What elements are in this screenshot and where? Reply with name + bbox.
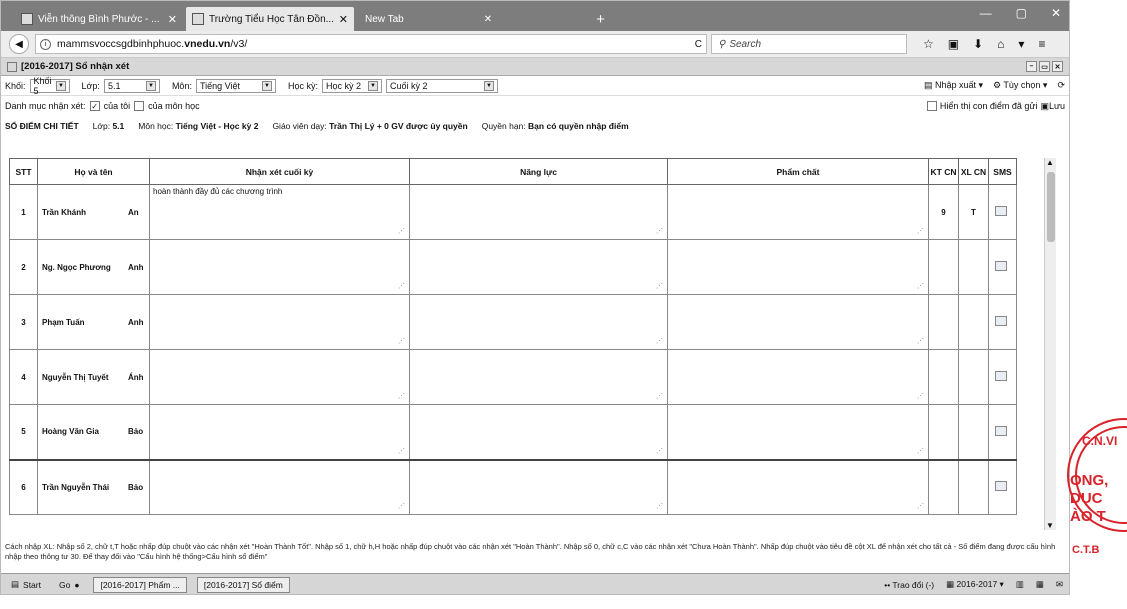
stamp-text: ÀO T — [1070, 508, 1106, 525]
teacher-info — [272, 121, 467, 131]
mon-label: Môn: — [171, 80, 192, 91]
sms-icon[interactable] — [995, 481, 1007, 491]
year-select[interactable] — [946, 579, 1004, 590]
mon-select[interactable] — [196, 79, 276, 93]
pocket-icon[interactable]: ▾ — [1018, 37, 1025, 51]
nhan-xet-cell[interactable]: hoàn thành đầy đủ các chương trình ⋰ — [150, 185, 410, 240]
row-stt: 6 — [10, 460, 38, 515]
subject-label: của môn học — [148, 101, 200, 111]
row-first-name: Ánh — [128, 372, 144, 382]
comment-list-label: Danh mục nhận xét: — [5, 101, 86, 111]
minimize-icon[interactable]: — — [979, 6, 992, 20]
app-window-titlebar — [1, 58, 1069, 76]
filter-bar — [1, 76, 1069, 96]
year-label: 2016-2017 ▾ — [956, 579, 1004, 589]
tab-label: Viễn thông Bình Phước - ... — [38, 13, 160, 25]
hocky-value: Học kỳ 2 — [325, 80, 361, 91]
browser-tab-new[interactable] — [357, 7, 500, 31]
taskbar-window-so-diem[interactable]: [2016-2017] Sổ điểm — [197, 577, 290, 593]
menu-icon[interactable]: ≡ — [1038, 37, 1046, 51]
row-first-name: An — [128, 207, 139, 217]
url-domain: vnedu.vn — [184, 38, 231, 50]
row-name — [38, 350, 150, 405]
toolbar-right — [924, 80, 1065, 91]
reading-list-icon[interactable]: ▣ — [947, 37, 960, 51]
kt-cn-cell[interactable] — [929, 405, 959, 460]
scroll-up-icon[interactable]: ▲ — [1046, 158, 1054, 167]
pham-chat-cell[interactable] — [668, 295, 929, 350]
teacher-label: Giáo viên dạy: — [272, 121, 327, 131]
nang-luc-cell[interactable] — [410, 405, 668, 460]
nang-luc-cell[interactable] — [410, 295, 668, 350]
tab-label: Trường Tiểu Học Tân Đồn... — [209, 13, 334, 25]
scrollbar-thumb[interactable] — [1047, 172, 1055, 242]
sms-cell — [989, 350, 1017, 405]
sms-cell — [989, 460, 1017, 515]
save-label: Lưu — [1048, 100, 1065, 111]
xl-cn-cell[interactable] — [959, 295, 989, 350]
import-export-icon: ▤ — [923, 80, 935, 90]
row-first-name: Anh — [128, 262, 144, 272]
xl-cn-cell[interactable] — [959, 405, 989, 460]
show-sent-checkbox[interactable] — [927, 101, 937, 111]
back-arrow-icon[interactable]: ◀ — [9, 34, 29, 54]
search-input[interactable] — [711, 34, 907, 54]
nhan-xet-cell[interactable] — [150, 295, 410, 350]
class-value: 5.1 — [112, 121, 125, 131]
history-label: Trao đổi (-) — [892, 579, 935, 590]
chevron-down-icon: ▼ — [484, 81, 494, 91]
lop-select[interactable] — [104, 79, 160, 93]
xl-cn-cell[interactable] — [959, 460, 989, 515]
maximize-icon[interactable]: ▢ — [1015, 6, 1027, 20]
home-icon[interactable]: ⌂ — [997, 37, 1005, 51]
start-label: Start — [23, 579, 41, 590]
nhan-xet-cell[interactable] — [150, 350, 410, 405]
kt-cn-cell[interactable] — [929, 460, 959, 515]
search-icon: ⚲ — [718, 38, 726, 50]
col-header-stt: STT — [10, 159, 38, 185]
nhan-xet-cell[interactable] — [150, 405, 410, 460]
row-stt: 1 — [10, 185, 38, 240]
options-label: Tùy chọn ▾ — [1003, 80, 1048, 90]
row-name — [38, 460, 150, 515]
go-button[interactable] — [55, 577, 83, 593]
gradebook-table — [9, 158, 1017, 515]
pham-chat-cell[interactable] — [668, 185, 929, 240]
nang-luc-cell[interactable] — [410, 240, 668, 295]
window-controls — [980, 6, 1061, 20]
khoi-label: Khối: — [5, 80, 26, 91]
vertical-scrollbar[interactable] — [1044, 158, 1056, 530]
search-placeholder: Search — [729, 38, 762, 50]
app-window-controls — [1026, 61, 1063, 72]
tab-close-icon[interactable]: ✕ — [483, 13, 493, 25]
start-icon: ▤ — [11, 579, 20, 589]
nang-luc-cell[interactable] — [410, 185, 668, 240]
sms-cell — [989, 295, 1017, 350]
subject-info — [138, 121, 258, 131]
row-last-name: Trần Khánh — [42, 207, 87, 217]
kt-cn-cell[interactable] — [929, 350, 959, 405]
mine-checkbox[interactable]: ✓ — [91, 101, 98, 111]
new-tab-plus-icon[interactable]: + — [596, 10, 605, 28]
grid-icon[interactable]: ▦ — [1035, 579, 1044, 589]
row-name — [38, 185, 150, 240]
browser-nav-bar — [1, 31, 1069, 58]
pham-chat-cell[interactable] — [668, 405, 929, 460]
input-instructions: Cách nhập XL: Nhập số 2, chữ t,T hoặc nhấp đúp chuột vào các nhận xét "Hoàn Thành Tốt". Nhập số 1, chữ h,H hoặc nhấp đúp chuột vào các nhận xét "Hoàn Thành". Nhập số 0, chữ c,C vào các nhận xét "Chưa Hoàn Thành". Nhấp đúp chuột vào tiêu đề cột XL để nhận xét cho tất cả - Số điểm đang được cấu hình nhập theo thông tư 30. Để thay đổi vào "Cấu hình hệ thống>Cấu hình sổ điểm" — [5, 542, 1056, 561]
nang-luc-cell[interactable] — [410, 350, 668, 405]
start-button[interactable] — [7, 577, 45, 593]
gear-icon: ⚙ — [993, 80, 1004, 90]
refresh-icon[interactable]: ⟳ — [1057, 80, 1065, 90]
import-export-button[interactable] — [924, 80, 983, 91]
url-bar[interactable] — [35, 34, 707, 54]
stamp-text: C.T.B — [1072, 544, 1100, 556]
tab-close-icon[interactable]: ✕ — [167, 13, 177, 26]
app-window-icon — [7, 62, 17, 72]
teacher-value: Trần Thị Lý + 0 GV được ủy quyền — [329, 121, 468, 131]
row-last-name: Ng. Ngọc Phương — [42, 262, 111, 272]
row-first-name: Anh — [128, 317, 144, 327]
download-icon[interactable]: ⬇ — [973, 37, 984, 51]
subject-info-label: Môn học: — [138, 121, 174, 131]
tab-label: New Tab — [365, 13, 404, 25]
save-icon: ▣ — [1040, 100, 1049, 111]
sms-icon[interactable] — [995, 316, 1007, 326]
browser-tab-truong[interactable] — [186, 7, 354, 31]
xl-cn-cell[interactable] — [959, 240, 989, 295]
mon-value: Tiếng Việt — [199, 80, 240, 91]
row-name — [38, 240, 150, 295]
scroll-down-icon[interactable]: ▼ — [1046, 521, 1054, 530]
row-last-name: Trần Nguyễn Thái — [42, 482, 110, 492]
row-name — [38, 405, 150, 460]
pham-chat-cell[interactable] — [668, 240, 929, 295]
show-sent-label: Hiển thị con điểm đã gửi — [939, 101, 1038, 111]
row-first-name: Bảo — [128, 427, 144, 437]
official-stamp — [1062, 413, 1127, 593]
khoi-value: Khối 5 — [33, 75, 52, 96]
info-icon[interactable]: i — [40, 39, 51, 50]
app-taskbar — [1, 573, 1069, 595]
nhan-xet-cell[interactable] — [150, 240, 410, 295]
history-button[interactable] — [884, 580, 934, 590]
nang-luc-cell[interactable] — [410, 460, 668, 515]
layout-icon[interactable]: ▥ — [1015, 579, 1024, 589]
table-row — [10, 405, 1017, 460]
table-row — [10, 240, 1017, 295]
stamp-text: DỤC — [1070, 490, 1103, 507]
chevron-down-icon: ▼ — [262, 81, 272, 91]
close-window-icon[interactable]: ✕ — [1050, 6, 1061, 20]
col-header-name: Họ và tên — [38, 159, 150, 185]
lop-label: Lớp: — [81, 80, 100, 91]
go-label: Go — [58, 579, 71, 590]
pham-chat-cell[interactable] — [668, 460, 929, 515]
app-restore-icon[interactable]: ▭ — [1039, 61, 1050, 72]
col-header-xl-cn[interactable]: XL CN — [959, 159, 989, 185]
kt-cn-cell[interactable] — [929, 295, 959, 350]
url-prefix: mammsvoccsgdbinhphuoc. — [57, 38, 185, 50]
rights-info — [482, 121, 629, 131]
subject-info-value: Tiếng Việt - Học kỳ 2 — [175, 121, 259, 131]
taskbar-window-pham-chat[interactable]: [2016-2017] Phẩm ... — [93, 577, 186, 593]
table-row — [10, 295, 1017, 350]
col-header-pham-chat: Phẩm chất — [668, 159, 929, 185]
hocky-select[interactable] — [322, 79, 382, 93]
sms-cell — [989, 240, 1017, 295]
app-window-title: [2016-2017] Sổ nhận xét — [21, 61, 130, 72]
row-stt: 2 — [10, 240, 38, 295]
history-icon: •• — [884, 579, 893, 590]
row-last-name: Nguyễn Thị Tuyết — [42, 372, 109, 382]
bookmark-star-icon[interactable]: ☆ — [923, 37, 934, 51]
import-export-label: Nhập xuất ▾ — [934, 80, 983, 90]
stamp-text: C.N.VI — [1082, 434, 1118, 448]
rights-value: Bạn có quyền nhập điểm — [528, 121, 629, 131]
class-label: Lớp: — [92, 121, 111, 131]
tab-close-icon[interactable]: ✕ — [338, 13, 348, 26]
khoi-select[interactable] — [30, 75, 70, 96]
sms-cell — [989, 405, 1017, 460]
xl-cn-cell[interactable]: T — [959, 185, 989, 240]
table-header-row — [10, 159, 1017, 185]
col-header-nhan-xet: Nhận xét cuối kỳ — [150, 159, 410, 185]
rights-label: Quyền hạn: — [481, 121, 526, 131]
options-button[interactable] — [993, 80, 1047, 91]
sms-icon[interactable] — [995, 206, 1007, 216]
sms-icon[interactable] — [995, 371, 1007, 381]
chevron-down-icon: ▼ — [57, 82, 64, 89]
app-minimize-icon[interactable]: – — [1026, 61, 1037, 72]
url-suffix: /v3/ — [230, 38, 248, 50]
subject-checkbox[interactable] — [134, 101, 144, 111]
hocky-label: Học kỳ: — [287, 80, 318, 91]
table-row — [10, 350, 1017, 405]
browser-tab-bar — [1, 1, 1069, 31]
gradebook-grid — [9, 158, 1056, 530]
tab-favicon-icon — [21, 13, 33, 25]
reload-icon[interactable]: C — [694, 38, 702, 50]
row-first-name: Bảo — [128, 482, 144, 492]
gradebook-info — [1, 116, 1069, 136]
chevron-down-icon: ▼ — [146, 81, 156, 91]
lop-value: 5.1 — [107, 80, 121, 91]
row-stt: 5 — [10, 405, 38, 460]
table-row — [10, 460, 1017, 515]
kt-cn-cell[interactable]: 9 — [929, 185, 959, 240]
table-row — [10, 185, 1017, 240]
col-header-nang-luc: Năng lực — [410, 159, 668, 185]
pham-chat-cell[interactable] — [668, 350, 929, 405]
chevron-down-icon: ▼ — [368, 81, 378, 91]
row-name — [38, 295, 150, 350]
class-info — [93, 121, 125, 131]
toolbar-icons — [923, 37, 1045, 51]
mine-label: của tôi — [103, 101, 131, 111]
nhan-xet-cell[interactable] — [150, 460, 410, 515]
tab-favicon-icon — [192, 13, 204, 25]
gradebook-title: SỔ ĐIỂM CHI TIẾT — [5, 121, 79, 131]
row-stt: 4 — [10, 350, 38, 405]
app-close-icon[interactable]: ✕ — [1052, 61, 1063, 72]
calendar-icon: ▦ — [946, 579, 957, 589]
options-bar-right — [927, 101, 1065, 112]
col-header-kt-cn: KT CN — [929, 159, 959, 185]
go-icon: ● — [74, 579, 80, 590]
stamp-text: ONG, — [1070, 472, 1109, 489]
xl-cn-cell[interactable] — [959, 350, 989, 405]
ky-select[interactable] — [386, 79, 498, 93]
row-stt: 3 — [10, 295, 38, 350]
taskbar-right — [884, 579, 1063, 590]
sms-icon[interactable] — [995, 261, 1007, 271]
save-button[interactable] — [1040, 101, 1065, 112]
sms-icon[interactable] — [995, 426, 1007, 436]
kt-cn-cell[interactable] — [929, 240, 959, 295]
sms-cell — [989, 185, 1017, 240]
row-last-name: Hoàng Văn Gia — [42, 427, 99, 437]
options-bar — [1, 96, 1069, 116]
row-last-name: Phạm Tuấn — [42, 317, 85, 327]
mail-icon[interactable]: ✉ — [1055, 579, 1063, 589]
browser-tab-vienthong[interactable] — [15, 7, 183, 31]
ky-value: Cuối kỳ 2 — [389, 80, 428, 91]
col-header-sms: SMS — [989, 159, 1017, 185]
